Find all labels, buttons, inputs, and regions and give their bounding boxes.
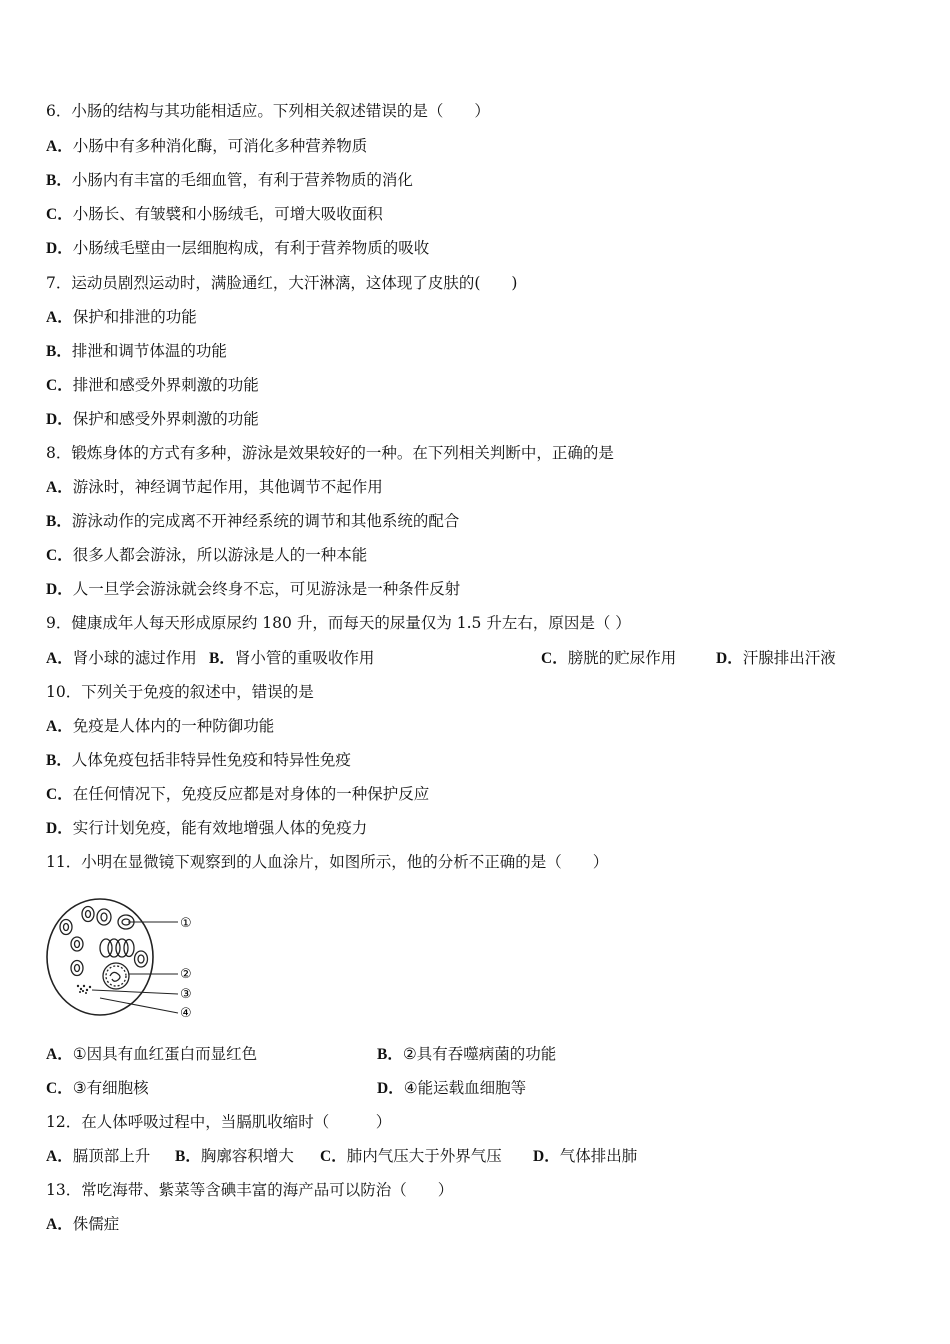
- question-11-option-c: C．③有细胞核: [46, 1079, 149, 1097]
- question-13-stem: 13．常吃海带、紫菜等含碘丰富的海产品可以防治（ ）: [46, 1181, 454, 1199]
- question-9-option-a: A．肾小球的滤过作用: [46, 649, 197, 667]
- question-8-option-c: C．很多人都会游泳，所以游泳是人的一种本能: [46, 546, 368, 564]
- blood-smear-figure: [44, 892, 214, 1032]
- callout-4: ④: [180, 1006, 192, 1021]
- question-9-stem: 9．健康成年人每天形成原尿约 180 升，而每天的尿量仅为 1.5 升左右，原因是（ ）: [46, 614, 631, 632]
- question-12-option-a: A．膈顶部上升: [46, 1147, 151, 1165]
- question-11-option-b: B．②具有吞噬病菌的功能: [377, 1045, 557, 1063]
- question-12-option-b: B．胸廓容积增大: [175, 1147, 294, 1165]
- question-7-option-a: A．保护和排泄的功能: [46, 308, 197, 326]
- question-12-stem: 12．在人体呼吸过程中，当膈肌收缩时（ ）: [46, 1113, 392, 1131]
- red-blood-cells: [60, 907, 148, 976]
- question-9-option-c: C．膀胱的贮尿作用: [541, 649, 677, 667]
- question-9-option-d: D．汗腺排出汗液: [716, 649, 836, 667]
- question-9-option-b: B．肾小管的重吸收作用: [209, 649, 375, 667]
- question-12-option-d: D．气体排出肺: [533, 1147, 638, 1165]
- question-11-option-a: A．①因具有血红蛋白而显红色: [46, 1045, 258, 1063]
- callout-1: ①: [180, 916, 192, 931]
- question-8-option-b: B．游泳动作的完成离不开神经系统的调节和其他系统的配合: [46, 512, 460, 530]
- leader-lines: [92, 922, 178, 1013]
- question-10-option-b: B．人体免疫包括非特异性免疫和特异性免疫: [46, 751, 351, 769]
- question-6-option-d: D．小肠绒毛壁由一层细胞构成，有利于营养物质的吸收: [46, 239, 430, 257]
- microscope-field: [47, 899, 153, 1015]
- question-10-option-d: D．实行计划免疫，能有效地增强人体的免疫力: [46, 819, 368, 837]
- white-blood-cell: [103, 963, 129, 989]
- question-8-stem: 8．锻炼身体的方式有多种，游泳是效果较好的一种。在下列相关判断中，正确的是: [46, 444, 614, 462]
- question-11-option-d: D．④能运载血细胞等: [377, 1079, 527, 1097]
- question-10-option-a: A．免疫是人体内的一种防御功能: [46, 717, 275, 735]
- question-6-stem: 6．小肠的结构与其功能相适应。下列相关叙述错误的是（ ）: [46, 102, 490, 120]
- question-6-option-a: A．小肠中有多种消化酶，可消化多种营养物质: [46, 137, 368, 155]
- question-11-stem: 11．小明在显微镜下观察到的人血涂片，如图所示，他的分析不正确的是（ ）: [46, 853, 609, 871]
- question-8-option-a: A．游泳时，神经调节起作用，其他调节不起作用: [46, 478, 383, 496]
- question-10-stem: 10．下列关于免疫的叙述中，错误的是: [46, 683, 314, 701]
- question-7-option-b: B．排泄和调节体温的功能: [46, 342, 227, 360]
- question-6-option-b: B．小肠内有丰富的毛细血管，有利于营养物质的消化: [46, 171, 413, 189]
- question-8-option-d: D．人一旦学会游泳就会终身不忘，可见游泳是一种条件反射: [46, 580, 461, 598]
- question-7-option-c: C．排泄和感受外界刺激的功能: [46, 376, 259, 394]
- question-7-option-d: D．保护和感受外界刺激的功能: [46, 410, 259, 428]
- question-12-option-c: C．肺内气压大于外界气压: [320, 1147, 502, 1165]
- callout-2: ②: [180, 967, 192, 982]
- question-7-stem: 7．运动员剧烈运动时，满脸通红，大汗淋漓，这体现了皮肤的( ): [46, 274, 518, 292]
- question-6-option-c: C．小肠长、有皱襞和小肠绒毛，可增大吸收面积: [46, 205, 383, 223]
- callout-3: ③: [180, 987, 192, 1002]
- question-10-option-c: C．在任何情况下，免疫反应都是对身体的一种保护反应: [46, 785, 430, 803]
- question-13-option-a: A．侏儒症: [46, 1215, 120, 1233]
- platelets: [77, 985, 91, 994]
